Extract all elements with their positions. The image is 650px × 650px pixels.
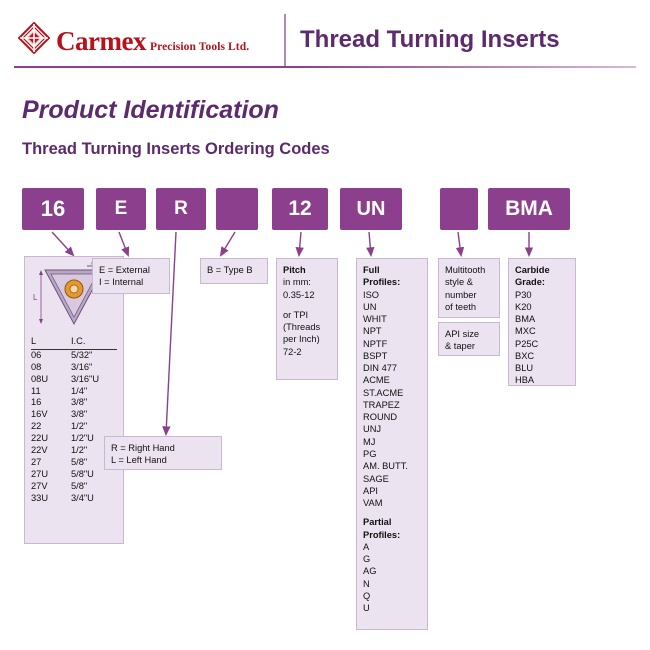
brand-lockup: [18, 22, 249, 55]
cell-l: 08U: [31, 373, 49, 384]
table-row: [31, 386, 117, 398]
carbide-item: BXC: [515, 350, 535, 361]
cell-ic: 3/8": [70, 409, 88, 420]
code-box-pitch: 12: [272, 188, 328, 230]
cell-l: 33U: [31, 492, 49, 503]
cell-l: 22V: [31, 445, 48, 456]
cell-l: 16V: [31, 409, 48, 420]
profile-item: ACME: [363, 375, 390, 386]
partial-profiles-title: Partial: [363, 517, 392, 528]
page-header: [0, 0, 650, 68]
type-b-line-1: B = Type B: [207, 265, 253, 275]
brand-name: Carmex: [56, 26, 146, 56]
callout-insert-dimensions: [24, 256, 124, 544]
code-box-type: [216, 188, 258, 230]
cell-ic: 5/32": [70, 349, 93, 360]
cell-l: 27: [31, 456, 42, 467]
multitooth-line-4: of teeth: [445, 301, 477, 312]
callout-carbide-grade: [508, 258, 576, 386]
carbide-item: P25C: [515, 338, 539, 349]
profile-item: BSPT: [363, 350, 388, 361]
hand-direction-line-2: L = Left Hand: [111, 455, 167, 466]
carbide-item: MXC: [515, 326, 536, 337]
partial-profile-item: AG: [363, 566, 377, 577]
api-line-1: API size: [445, 329, 480, 339]
profile-item: NPT: [363, 326, 382, 337]
profiles-spacer: [363, 509, 421, 516]
cell-ic: 3/16": [70, 361, 93, 372]
pitch-line-5: (Threads: [283, 322, 321, 333]
carbide-item: K20: [515, 301, 532, 312]
cell-l: 27V: [31, 480, 48, 491]
cell-ic: 3/16"U: [70, 373, 100, 384]
callout-pitch: [276, 258, 338, 380]
code-box-size: 16: [22, 188, 84, 230]
profile-item: API: [363, 485, 378, 496]
cell-ic: 5/8": [70, 456, 88, 467]
profile-item: ROUND: [363, 412, 398, 423]
brand-tagline: Precision Tools Ltd.: [149, 41, 250, 53]
pitch-line-7: 72-2: [283, 346, 302, 357]
table-row: [31, 469, 117, 481]
cell-l: 16: [31, 397, 42, 408]
table-row: [31, 481, 117, 493]
multitooth-line-2: style &: [445, 277, 473, 288]
cell-ic: 3/4"U: [70, 492, 94, 503]
profile-item: UN: [363, 301, 377, 312]
header-rule: [14, 66, 636, 68]
partial-profiles-title-2: Profiles:: [363, 529, 401, 540]
code-box-hand-direction: R: [156, 188, 206, 230]
svg-text:L: L: [33, 293, 38, 302]
hand-type-line-2: I = Internal: [99, 277, 144, 288]
table-row: [31, 349, 117, 361]
cell-ic: 1/2": [70, 445, 88, 456]
carbide-title-2: Grade:: [515, 277, 545, 288]
carbide-item: P30: [515, 289, 532, 300]
header-divider: [284, 14, 286, 66]
pitch-line-1: in mm:: [283, 277, 311, 288]
profile-item: NPTF: [363, 338, 388, 349]
hand-direction-line-1: R = Right Hand: [111, 443, 175, 453]
cell-l: 27U: [31, 468, 49, 479]
cell-l: 08: [31, 361, 42, 372]
pitch-spacer: [283, 301, 331, 309]
cell-ic: 5/8": [70, 480, 88, 491]
col-header-l: L: [31, 336, 57, 349]
table-row: [31, 493, 117, 505]
col-header-ic: I.C.: [57, 336, 117, 349]
profile-item: AM. BUTT.: [363, 461, 408, 472]
table-header-row: [31, 336, 117, 349]
pitch-title: Pitch: [283, 265, 306, 275]
callout-type-b: [200, 258, 268, 284]
full-profiles-title-2: Profiles:: [363, 277, 401, 288]
carbide-item: HBA: [515, 375, 535, 386]
callout-hand-type: [92, 258, 170, 294]
carbide-item: BMA: [515, 314, 536, 325]
partial-profile-item: G: [363, 554, 371, 565]
code-box-grade: BMA: [488, 188, 570, 230]
callout-profiles: [356, 258, 428, 630]
section-title: Product Identification: [22, 96, 279, 124]
section-subtitle: Thread Turning Inserts Ordering Codes: [22, 140, 330, 158]
profile-item: VAM: [363, 498, 383, 509]
table-row: [31, 397, 117, 409]
table-row: [31, 421, 117, 433]
code-box-profile: UN: [340, 188, 402, 230]
profile-item: DIN 477: [363, 363, 398, 374]
insert-dimension-table: [31, 336, 117, 504]
profile-item: MJ: [363, 436, 376, 447]
table-row: [31, 374, 117, 386]
profile-item: SAGE: [363, 473, 389, 484]
full-profiles-title: Full: [363, 265, 380, 275]
pitch-line-6: per Inch): [283, 334, 320, 345]
profile-item: WHIT: [363, 314, 387, 325]
pitch-line-2: 0.35-12: [283, 289, 315, 300]
pitch-line-4: or TPI: [283, 309, 309, 320]
multitooth-line-3: number: [445, 289, 477, 300]
carmex-diamond-logo-icon: [18, 22, 50, 54]
callout-hand-direction: [104, 436, 222, 470]
hand-type-line-1: E = External: [99, 265, 150, 275]
profile-item: TRAPEZ: [363, 399, 400, 410]
code-box-hand-type: E: [96, 188, 146, 230]
callout-api: [438, 322, 500, 356]
profile-item: UNJ: [363, 424, 382, 435]
carbide-item: BLU: [515, 363, 534, 374]
callout-multitooth: [438, 258, 500, 318]
cell-ic: 5/8"U: [70, 468, 94, 479]
cell-ic: 1/2"U: [70, 433, 94, 444]
api-line-2: & taper: [445, 341, 475, 352]
cell-l: 11: [31, 385, 41, 396]
code-box-teeth: [440, 188, 478, 230]
partial-profile-item: N: [363, 578, 370, 589]
cell-ic: 3/8": [70, 397, 88, 408]
profile-item: ISO: [363, 289, 380, 300]
cell-ic: 1/2": [70, 421, 88, 432]
profile-item: ST.ACME: [363, 387, 404, 398]
multitooth-line-1: Multitooth: [445, 265, 486, 275]
partial-profile-item: Q: [363, 590, 371, 601]
cell-l: 22: [31, 421, 42, 432]
carbide-title: Carbide: [515, 265, 550, 275]
table-row: [31, 409, 117, 421]
profile-item: PG: [363, 448, 377, 459]
partial-profile-item: A: [363, 541, 370, 552]
partial-profile-item: U: [363, 603, 370, 614]
table-row: [31, 362, 117, 374]
page-title: Thread Turning Inserts: [300, 26, 560, 53]
cell-ic: 1/4": [70, 385, 88, 396]
cell-l: 06: [31, 349, 42, 360]
cell-l: 22U: [31, 433, 49, 444]
